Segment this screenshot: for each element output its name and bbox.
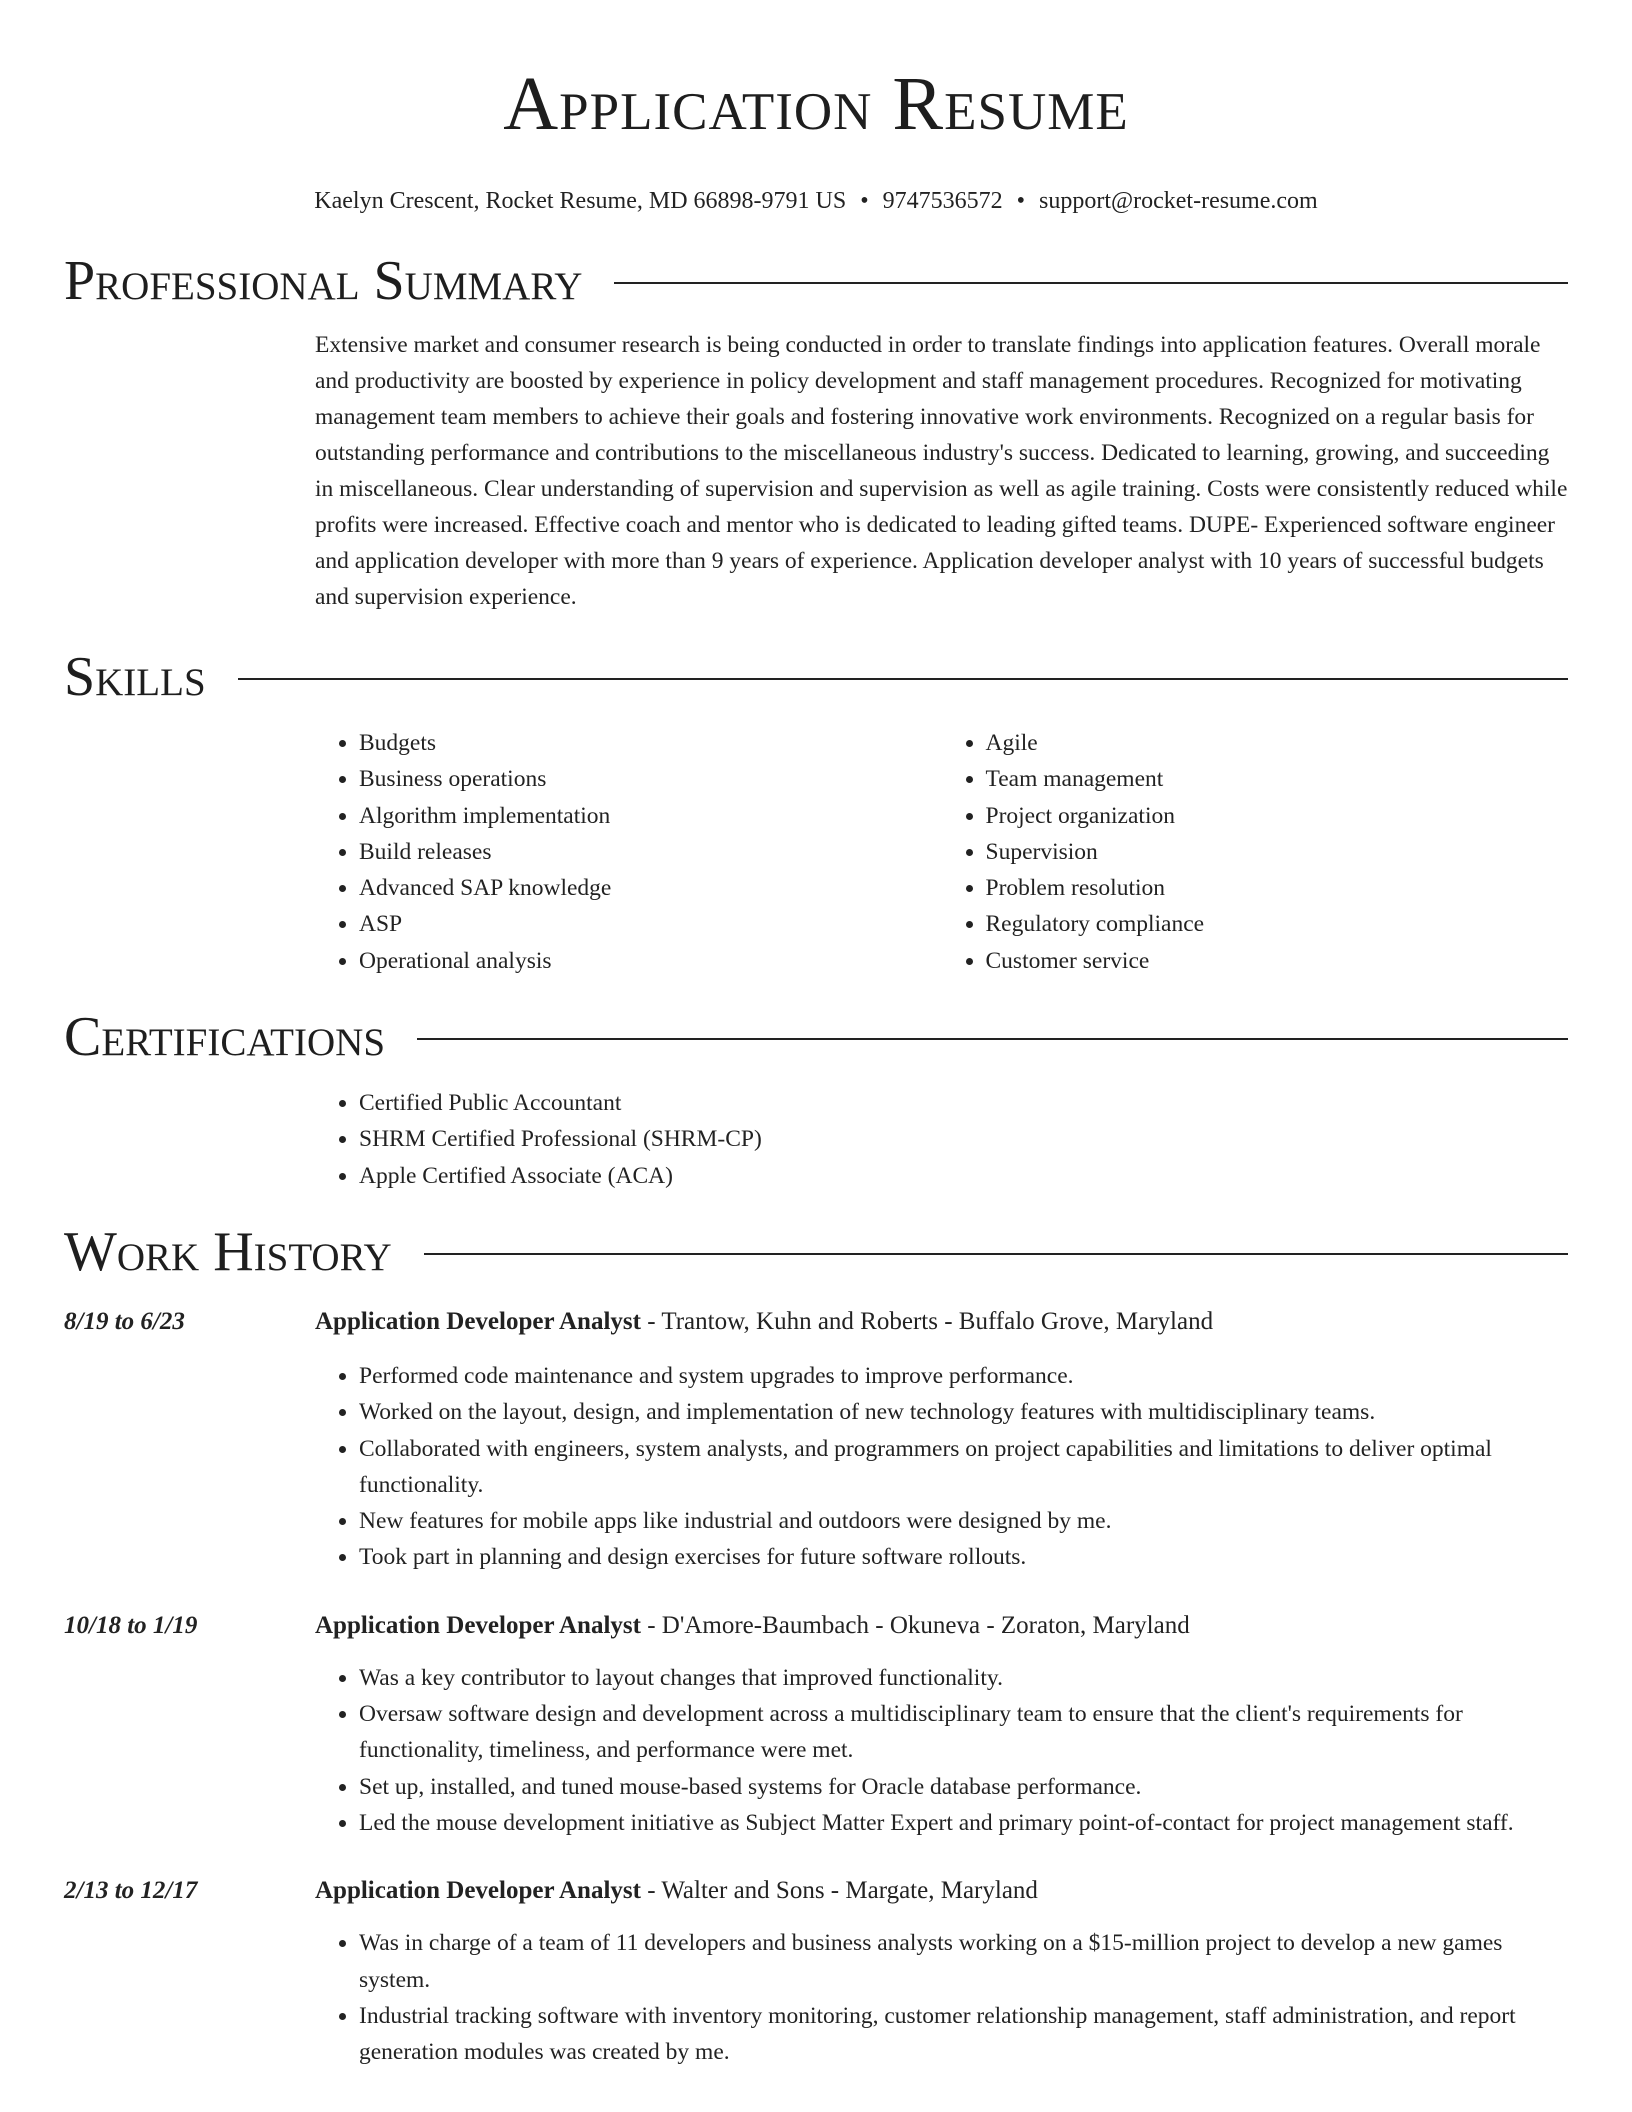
job-company: - D'Amore-Baumbach - Okuneva - Zoraton, Maryland — [640, 1611, 1190, 1639]
contact-separator: • — [860, 188, 869, 214]
skills-list — [315, 725, 1568, 979]
job-dates: 8/19 to 6/23 — [64, 1307, 185, 1335]
skill-item: • ASP — [359, 906, 942, 942]
work-heading: Work History — [64, 1220, 392, 1283]
skill-item: • Customer service — [986, 943, 1569, 979]
skill-item: • Budgets — [359, 725, 942, 761]
skill-item: • Agile — [986, 725, 1569, 761]
contact-email: support@rocket-resume.com — [1039, 188, 1318, 214]
skill-item: • Build releases — [359, 834, 942, 870]
job-bullet: • Worked on the layout, design, and implementation of new technology features with multidisciplinary teams. — [359, 1394, 1568, 1430]
certifications-section-header — [64, 1005, 1568, 1069]
certification-item: • SHRM Certified Professional (SHRM-CP) — [359, 1121, 1568, 1157]
skill-item: • Project organization — [986, 798, 1569, 834]
skill-item: • Operational analysis — [359, 943, 942, 979]
job-dates: 10/18 to 1/19 — [64, 1611, 198, 1639]
certification-item: • Apple Certified Associate (ACA) — [359, 1158, 1568, 1194]
job-bullet: • Performed code maintenance and system upgrades to improve performance. — [359, 1358, 1568, 1394]
job-dates: 2/13 to 12/17 — [64, 1877, 198, 1905]
job-title: Application Developer Analyst — [315, 1611, 641, 1639]
skill-item: • Supervision — [986, 834, 1569, 870]
job-bullets — [315, 1358, 1568, 1576]
skill-item: • Advanced SAP knowledge — [359, 870, 942, 906]
job-heading-line — [315, 1875, 1038, 1907]
job-bullet: • Collaborated with engineers, system analysts, and programmers on project capabilities and limitations to deliver optimal functionality. — [359, 1431, 1568, 1504]
skill-item: • Problem resolution — [986, 870, 1569, 906]
job-bullet: • Industrial tracking software with inventory monitoring, customer relationship management, staff administration, and report generation modules was created by me. — [359, 1998, 1568, 2071]
job-title: Application Developer Analyst — [315, 1877, 641, 1905]
certifications-heading: Certifications — [64, 1006, 386, 1069]
skill-item: • Algorithm implementation — [359, 798, 942, 834]
contact-address: Kaelyn Crescent, Rocket Resume, MD 66898-9791 US — [314, 188, 847, 214]
summary-text: Extensive market and consumer research is being conducted in order to translate findings into application features. Overall morale and productivity are boosted by experience in policy development and staff management procedures. Recognized for motivating management team members to achieve their goals and fostering innovative work environments. Recognized on a regular basis for outstanding performance and contributions to the miscellaneous industry's success. Dedicated to learning, growing, and succeeding in miscellaneous. Clear understanding of supervision and supervision as well as agile training. Costs were consistently reduced while profits were increased. Effective coach and mentor who is dedicated to leading gifted teams. DUPE- Experienced software engineer and application developer with more than 9 years of experience. Application developer analyst with 10 years of successful budgets and supervision experience. — [315, 332, 1568, 610]
job-title: Application Developer Analyst — [315, 1307, 641, 1335]
contact-line — [64, 186, 1568, 216]
job-entry — [64, 1306, 1568, 1576]
skill-item: • Regulatory compliance — [986, 906, 1569, 942]
resume-page — [64, 0, 1568, 2070]
section-divider — [614, 282, 1568, 284]
job-header — [64, 1875, 1568, 1907]
job-bullet: • New features for mobile apps like industrial and outdoors were designed by me. — [359, 1503, 1568, 1539]
job-header — [64, 1610, 1568, 1642]
job-heading-line — [315, 1306, 1213, 1338]
work-section-header — [64, 1220, 1568, 1284]
skills-heading: Skills — [64, 646, 206, 708]
skills-section-header — [64, 645, 1568, 709]
job-bullet: • Took part in planning and design exercises for future software rollouts. — [359, 1539, 1568, 1575]
certifications-list — [315, 1085, 1568, 1194]
job-bullet: • Led the mouse development initiative as Subject Matter Expert and primary point-of-contact for project management staff. — [359, 1805, 1568, 1841]
job-company: - Trantow, Kuhn and Roberts - Buffalo Grove, Maryland — [640, 1307, 1214, 1335]
job-heading-line — [315, 1610, 1190, 1642]
job-company: - Walter and Sons - Margate, Maryland — [640, 1877, 1038, 1905]
contact-separator: • — [1016, 188, 1026, 214]
skill-item: • Business operations — [359, 761, 942, 797]
skills-column-right — [942, 725, 1569, 979]
summary-section-header — [64, 249, 1568, 313]
job-bullet: • Oversaw software design and development across a multidisciplinary team to ensure that the client's requirements for functionality, timeliness, and performance were met. — [359, 1696, 1568, 1769]
certification-item: • Certified Public Accountant — [359, 1085, 1568, 1121]
job-bullets — [315, 1925, 1568, 2070]
section-divider — [424, 1253, 1568, 1255]
job-entry — [64, 1875, 1568, 2070]
skills-column-left — [315, 725, 942, 979]
job-entry — [64, 1610, 1568, 1841]
job-bullets — [315, 1660, 1568, 1841]
job-header — [64, 1306, 1568, 1338]
job-bullet: • Was in charge of a team of 11 developers and business analysts working on a $15-million project to develop a new games system. — [359, 1925, 1568, 1998]
contact-phone: 9747536572 — [882, 188, 1003, 214]
summary-heading: Professional Summary — [64, 250, 583, 312]
section-divider — [417, 1038, 1568, 1040]
job-bullet: • Was a key contributor to layout changes that improved functionality. — [359, 1660, 1568, 1696]
page-title: Application Resume — [503, 62, 1129, 146]
skill-item: • Team management — [986, 761, 1569, 797]
section-divider — [238, 678, 1568, 680]
job-bullet: • Set up, installed, and tuned mouse-based systems for Oracle database performance. — [359, 1769, 1568, 1805]
